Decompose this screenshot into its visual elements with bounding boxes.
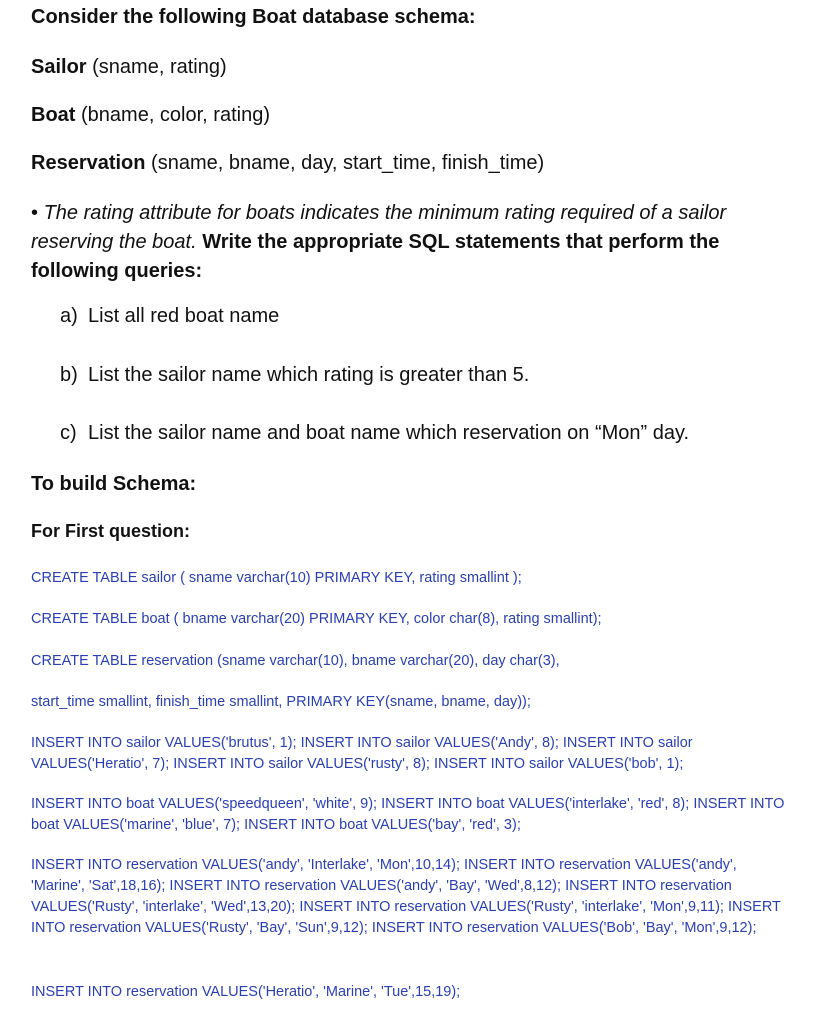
schema-reservation bbox=[31, 152, 544, 175]
sql-create-reservation-cont: start_time smallint, finish_time smallint, PRIMARY KEY(sname, bname, day)); bbox=[31, 694, 531, 710]
sql-create-sailor: CREATE TABLE sailor ( sname varchar(10) PRIMARY KEY, rating smallint ); bbox=[31, 570, 522, 586]
question-text: List the sailor name and boat name which reservation on “Mon” day. bbox=[88, 422, 690, 444]
sql-create-boat: CREATE TABLE boat ( bname varchar(20) PRIMARY KEY, color char(8), rating smallint); bbox=[31, 611, 602, 627]
first-question-heading: For First question: bbox=[31, 521, 190, 541]
question-c bbox=[60, 422, 689, 445]
sql-insert-reservation-last: INSERT INTO reservation VALUES('Heratio', 'Marine', 'Tue',15,19); bbox=[31, 984, 461, 1000]
sql-create-reservation: CREATE TABLE reservation (sname varchar(10), bname varchar(20), day char(3), bbox=[31, 653, 560, 669]
question-text: List the sailor name which rating is greater than 5. bbox=[88, 364, 530, 386]
schema-sailor bbox=[31, 56, 227, 79]
task-note bbox=[31, 199, 761, 286]
bullet: • bbox=[31, 202, 39, 224]
question-letter: a) bbox=[60, 305, 78, 327]
note-italic: The rating attribute for boats indicates the minimum rating required of a sailor reserving the boat. bbox=[31, 202, 727, 253]
schema-boat bbox=[31, 104, 270, 127]
schema-attributes: (sname, bname, day, start_time, finish_time) bbox=[145, 152, 545, 174]
sql-insert-boats: INSERT INTO boat VALUES('speedqueen', 'white', 9); INSERT INTO boat VALUES('interlake', 'red', 8); INSERT INTO boat VALUES('marine', 'blue', 7); INSERT INTO boat VALUES('bay', 'red', 3); bbox=[31, 796, 785, 833]
build-schema-heading: To build Schema: bbox=[31, 473, 197, 495]
schema-table-name: Reservation bbox=[31, 152, 146, 174]
schema-table-name: Sailor bbox=[31, 56, 87, 78]
sql-insert-sailors: INSERT INTO sailor VALUES('brutus', 1); INSERT INTO sailor VALUES('Andy', 8); INSERT INTO sailor VALUES('Heratio', 7); INSERT INTO sailor VALUES('rusty', 8); INSERT INTO sailor VALUES('bob', 1); bbox=[31, 735, 693, 772]
question-letter: b) bbox=[60, 364, 78, 386]
question-letter: c) bbox=[60, 422, 77, 444]
schema-attributes: (sname, rating) bbox=[86, 56, 227, 78]
document-heading: Consider the following Boat database schema: bbox=[31, 6, 476, 28]
schema-attributes: (bname, color, rating) bbox=[75, 104, 270, 126]
note-bold: Write the appropriate SQL statements that perform the following queries: bbox=[31, 231, 720, 282]
question-text: List all red boat name bbox=[88, 305, 280, 327]
question-a bbox=[60, 305, 279, 328]
schema-table-name: Boat bbox=[31, 104, 76, 126]
question-b bbox=[60, 364, 529, 387]
sql-insert-reservations: INSERT INTO reservation VALUES('andy', 'Interlake', 'Mon',10,14); INSERT INTO reservation VALUES('andy', 'Marine', 'Sat',18,16); INSERT INTO reservation VALUES('andy', 'Bay', 'Wed',8,12); INSERT INTO reservation VALUES('Rusty', 'interlake', 'Wed',13,20); INSERT INTO reservation VALUES('Rusty', 'interlake', 'Mon',9,11); INSERT INTO reservation VALUES('Rusty', 'Bay', 'Sun',9,12); INSERT INTO reservation VALUES('Bob', 'Bay', 'Mon',9,12); bbox=[31, 857, 781, 936]
